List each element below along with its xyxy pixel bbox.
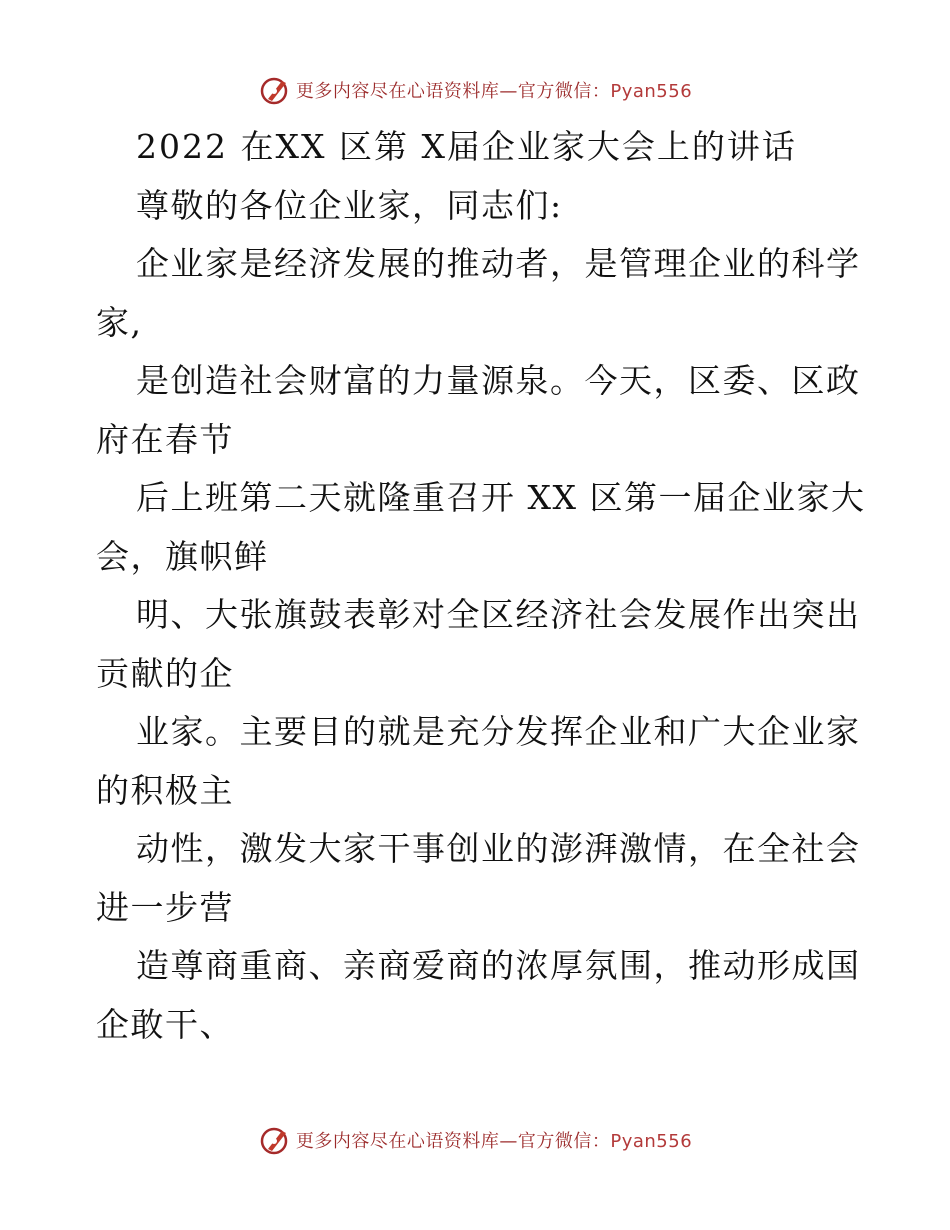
paragraph-line: 贡献的企 (96, 653, 234, 693)
footer-banner (0, 1120, 950, 1160)
header-banner-main: 更多内容尽在心语资料库 (295, 81, 500, 102)
footer-banner-main: 更多内容尽在心语资料库 (295, 1131, 500, 1152)
footer-banner-wechat-id: Pyan556 (610, 1131, 693, 1152)
pen-nib-circle-icon (258, 73, 292, 107)
paragraph-line: 会，旗帜鲜 (96, 536, 269, 576)
paragraph-line: 企敢干、 (96, 1004, 234, 1044)
header-banner (0, 70, 950, 110)
document-body (96, 118, 866, 1054)
header-banner-dash: — (499, 81, 518, 102)
pen-nib-circle-icon (258, 1123, 292, 1157)
paragraph-line: 后上班第二天就隆重召开 XX 区第一届企业家大 (136, 478, 866, 517)
paragraph-line: 的积极主 (96, 770, 234, 810)
paragraph-line: 家, (96, 302, 143, 342)
header-banner-wechat-id: Pyan556 (610, 81, 693, 102)
header-banner-text (296, 77, 692, 103)
salutation: 尊敬的各位企业家，同志们: (136, 185, 563, 225)
footer-banner-dash: — (499, 1131, 518, 1152)
document-title: 2022 在XX 区第 X届企业家大会上的讲话 (136, 127, 797, 166)
footer-banner-wechat-label: 官方微信： (517, 1131, 611, 1152)
paragraph-line: 府在春节 (96, 419, 234, 459)
paragraph-line: 业家。主要目的就是充分发挥企业和广大企业家 (136, 712, 861, 751)
paragraph-line: 明、大张旗鼓表彰对全区经济社会发展作出突出 (136, 595, 861, 634)
header-banner-wechat-label: 官方微信： (517, 81, 611, 102)
paragraph-line: 造尊商重商、亲商爱商的浓厚氛围，推动形成国 (136, 946, 861, 985)
paragraph-line: 是创造社会财富的力量源泉。今天，区委、区政 (136, 361, 861, 400)
paragraph-line: 进一步营 (96, 887, 234, 927)
paragraph-line: 动性，激发大家干事创业的澎湃激情，在全社会 (136, 829, 861, 868)
footer-banner-text (296, 1127, 692, 1153)
paragraph-line: 企业家是经济发展的推动者，是管理企业的科学 (136, 244, 861, 283)
